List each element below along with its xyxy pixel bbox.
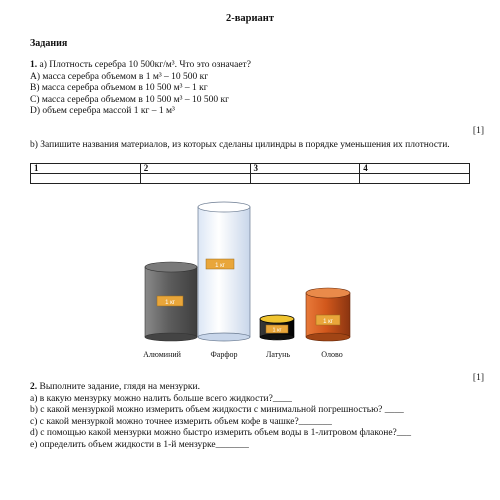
question-2-item-e: e) определить объем жидкости в 1-й мензурке_______ xyxy=(30,439,249,450)
question-2-number: 2. xyxy=(30,382,38,392)
answer-cell-2[interactable] xyxy=(140,174,250,184)
mass-label: 1 кг xyxy=(165,300,175,306)
answer-col-1: 1 xyxy=(31,164,141,174)
mass-label: 1 кг xyxy=(215,263,225,269)
answer-table-input-row xyxy=(31,174,470,184)
answer-cell-3[interactable] xyxy=(250,174,360,184)
answer-cell-1[interactable] xyxy=(31,174,141,184)
label-porcelain: Фарфор xyxy=(210,350,238,359)
question-2-item-b: b) с какой мензуркой можно измерить объем жидкости с минимальной погрешностью? ____ xyxy=(30,405,404,415)
question-1-part-b: b) Запишите названия материалов, из которых сделаны цилиндры в порядке уменьшения их плотности. xyxy=(30,140,450,150)
label-brass: Латунь xyxy=(265,350,291,359)
question-2-intro xyxy=(30,382,411,394)
cylinders-figure xyxy=(120,195,390,365)
question-2-item-c: c) с какой мензуркой можно точнее измерить объем кофе в чашке?_______ xyxy=(30,416,332,427)
question-1-number: 1. xyxy=(30,60,38,70)
answer-table-header-row xyxy=(31,164,470,174)
option-c: C) масса серебра объемом в 10 500 м³ – 10 500 кг xyxy=(30,94,230,105)
question-2 xyxy=(30,382,411,451)
answer-col-4: 4 xyxy=(360,164,470,174)
answer-col-2: 2 xyxy=(140,164,250,174)
answer-col-3: 3 xyxy=(250,164,360,174)
cylinder-porcelain xyxy=(198,202,250,341)
variant-title: 2-вариант xyxy=(225,13,274,24)
label-tin: Олово xyxy=(321,350,343,359)
question-2-item-a: a) в какую мензурку можно налить больше всего жидкости?____ xyxy=(30,393,292,404)
mass-label: 1 кг xyxy=(272,327,282,334)
label-aluminium: Алюминий xyxy=(143,350,181,359)
cylinder-tin xyxy=(306,288,350,341)
question-1-part-a xyxy=(30,60,251,72)
question-1 xyxy=(30,60,251,118)
question-1-score: [1] xyxy=(472,126,484,136)
question-2-text: Выполните задание, глядя на мензурки. xyxy=(39,382,200,392)
option-d: D) объем серебра массой 1 кг – 1 м³ xyxy=(30,106,175,116)
option-b: B) масса серебра объемом в 10 500 м³ – 1 кг xyxy=(30,83,208,93)
question-1-text: a) Плотность серебра 10 500кг/м³. Что это означает? xyxy=(39,60,251,70)
answer-table xyxy=(30,163,470,184)
answer-cell-4[interactable] xyxy=(360,174,470,184)
option-a: A) масса серебра объемом в 1 м³ – 10 500 кг xyxy=(30,71,209,82)
section-heading: Задания xyxy=(30,38,68,49)
mass-label: 1 кг xyxy=(323,319,333,325)
question-2-score: [1] xyxy=(472,373,484,383)
cylinder-brass xyxy=(260,315,294,340)
cylinder-aluminium xyxy=(145,262,197,341)
question-2-item-d: d) с помощью какой мензурки можно быстро измерить объем воды в 1-литровом флаконе?___ xyxy=(30,428,412,438)
